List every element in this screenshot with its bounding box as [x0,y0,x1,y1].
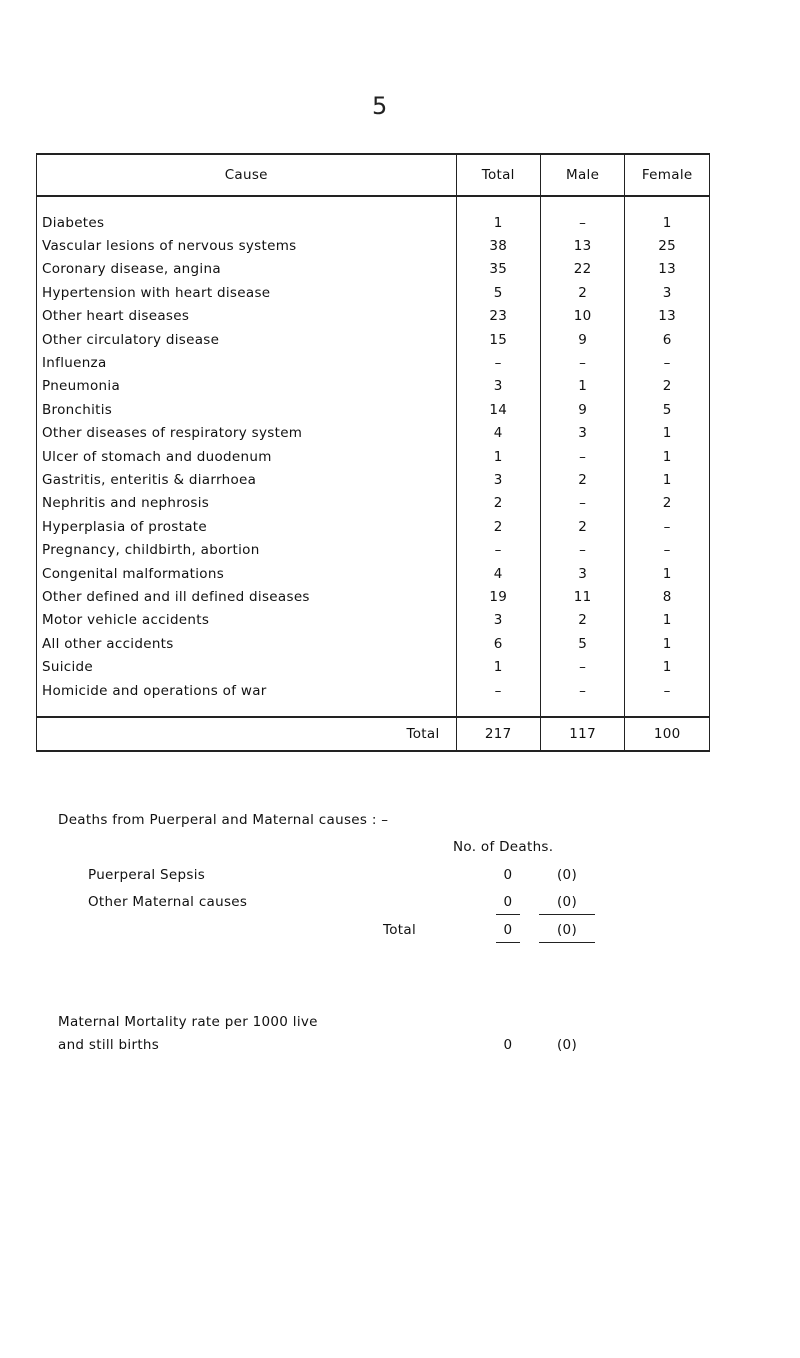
male-cell: 1 [540,375,624,398]
total-cell: – [456,351,540,374]
underline-rule [539,942,595,943]
maternal-row [58,894,678,914]
table-row [37,468,710,491]
total-female: 100 [625,717,710,751]
rate-label-line2: and still births [58,1037,160,1053]
table-row [37,328,710,351]
total-cell: 14 [456,398,540,421]
cause-cell: Hypertension with heart disease [37,281,457,304]
total-cell: 3 [456,375,540,398]
spacer-row [37,196,710,211]
female-cell: – [625,538,710,561]
maternal-row-label: Other Maternal causes [88,894,248,910]
female-cell: 3 [625,281,710,304]
total-cell: 4 [456,422,540,445]
underline-rule [496,942,520,943]
table-row [37,375,710,398]
page-number: 5 [372,92,388,120]
header-male: Male [540,154,624,196]
total-total: 217 [456,717,540,751]
maternal-total-paren: (0) [556,922,578,938]
male-cell: 2 [540,515,624,538]
total-cell: 23 [456,305,540,328]
total-cell: 3 [456,609,540,632]
table-header-row [37,154,710,196]
female-cell: 1 [625,562,710,585]
maternal-row-number: 0 [503,894,513,910]
table-row [37,679,710,702]
male-cell: 10 [540,305,624,328]
female-cell: 1 [625,445,710,468]
header-cause: Cause [37,154,457,196]
male-cell: 5 [540,632,624,655]
cause-cell: Pregnancy, childbirth, abortion [37,538,457,561]
rate-number: 0 [503,1037,513,1053]
female-cell: 6 [625,328,710,351]
table-row [37,258,710,281]
cause-cell: Vascular lesions of nervous systems [37,234,457,257]
maternal-heading: Deaths from Puerperal and Maternal causes : – [58,812,389,828]
table-row [37,632,710,655]
female-cell: 13 [625,305,710,328]
table-row [37,609,710,632]
female-cell: 2 [625,375,710,398]
table-row [37,655,710,678]
table-row [37,281,710,304]
cause-cell: All other accidents [37,632,457,655]
female-cell: 5 [625,398,710,421]
male-cell: 13 [540,234,624,257]
female-cell: – [625,515,710,538]
table-row [37,515,710,538]
cause-cell: Coronary disease, angina [37,258,457,281]
cause-cell: Suicide [37,655,457,678]
cause-cell: Other defined and ill defined diseases [37,585,457,608]
female-cell: 1 [625,422,710,445]
total-cell: 5 [456,281,540,304]
total-cell: 6 [456,632,540,655]
cause-cell: Other circulatory disease [37,328,457,351]
causes-of-death-table [36,153,710,752]
female-cell: 1 [625,211,710,234]
male-cell: 9 [540,398,624,421]
female-cell: 13 [625,258,710,281]
total-label: Total [37,717,457,751]
causes-table [36,153,710,752]
maternal-total-number: 0 [503,922,513,938]
total-cell: – [456,538,540,561]
male-cell: – [540,492,624,515]
cause-cell: Diabetes [37,211,457,234]
cause-cell: Motor vehicle accidents [37,609,457,632]
table-row [37,351,710,374]
table-row [37,445,710,468]
male-cell: 3 [540,562,624,585]
total-cell: 3 [456,468,540,491]
maternal-row-paren: (0) [556,894,578,910]
maternal-row-paren: (0) [556,867,578,883]
maternal-rate-label-line1 [58,1014,678,1034]
table-row [37,305,710,328]
cause-cell: Bronchitis [37,398,457,421]
total-cell: 35 [456,258,540,281]
cause-cell: Other heart diseases [37,305,457,328]
header-female: Female [625,154,710,196]
male-cell: – [540,445,624,468]
male-cell: – [540,211,624,234]
maternal-rate-row [58,1037,678,1057]
rate-label-line1: Maternal Mortality rate per 1000 live [58,1014,318,1030]
table-body [37,196,710,702]
male-cell: 2 [540,468,624,491]
table-row [37,234,710,257]
rate-paren: (0) [556,1037,578,1053]
female-cell: 1 [625,609,710,632]
table-row [37,585,710,608]
header-total: Total [456,154,540,196]
male-cell: 9 [540,328,624,351]
maternal-row [58,867,678,887]
female-cell: 8 [625,585,710,608]
female-cell: 1 [625,632,710,655]
cause-cell: Ulcer of stomach and duodenum [37,445,457,468]
maternal-total-label: Total [383,922,417,938]
total-cell: 4 [456,562,540,585]
total-cell: 1 [456,445,540,468]
cause-cell: Gastritis, enteritis & diarrhoea [37,468,457,491]
total-cell: 1 [456,655,540,678]
total-cell: 2 [456,492,540,515]
female-cell: – [625,679,710,702]
cause-cell: Pneumonia [37,375,457,398]
cause-cell: Nephritis and nephrosis [37,492,457,515]
male-cell: 2 [540,609,624,632]
total-cell: 2 [456,515,540,538]
total-cell: 15 [456,328,540,351]
table-row [37,422,710,445]
table-row [37,492,710,515]
maternal-row-number: 0 [503,867,513,883]
male-cell: 3 [540,422,624,445]
male-cell: 22 [540,258,624,281]
female-cell: 1 [625,655,710,678]
maternal-total-row [58,922,678,942]
spacer-row [37,702,710,717]
cause-cell: Other diseases of respiratory system [37,422,457,445]
table-row [37,562,710,585]
female-cell: 25 [625,234,710,257]
total-cell: – [456,679,540,702]
male-cell: – [540,655,624,678]
underline-rule [496,914,520,915]
male-cell: – [540,538,624,561]
table-row [37,211,710,234]
total-cell: 1 [456,211,540,234]
cause-cell: Homicide and operations of war [37,679,457,702]
total-cell: 38 [456,234,540,257]
maternal-row-label: Puerperal Sepsis [88,867,206,883]
cause-cell: Hyperplasia of prostate [37,515,457,538]
male-cell: – [540,351,624,374]
female-cell: – [625,351,710,374]
female-cell: 1 [625,468,710,491]
male-cell: 2 [540,281,624,304]
table-row [37,538,710,561]
table-row [37,398,710,421]
total-male: 117 [540,717,624,751]
total-row [37,717,710,751]
female-cell: 2 [625,492,710,515]
male-cell: 11 [540,585,624,608]
underline-rule [539,914,595,915]
total-cell: 19 [456,585,540,608]
cause-cell: Influenza [37,351,457,374]
cause-cell: Congenital malformations [37,562,457,585]
deaths-column-heading: No. of Deaths. [453,839,554,855]
male-cell: – [540,679,624,702]
